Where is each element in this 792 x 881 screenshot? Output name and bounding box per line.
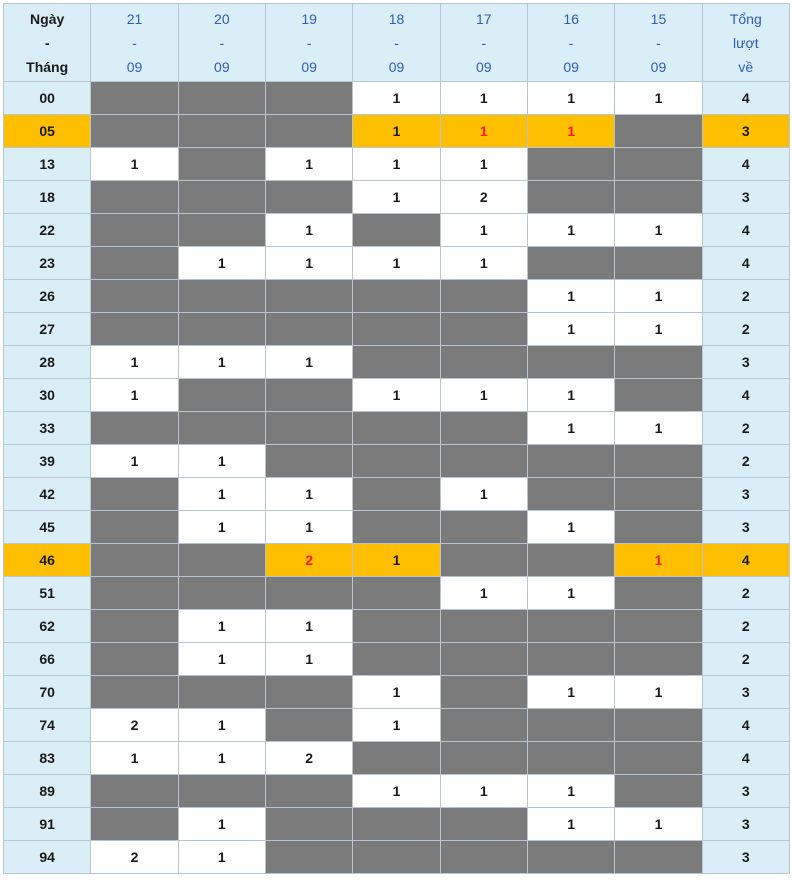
- count-cell: 1: [353, 709, 440, 742]
- empty-cell: [91, 511, 178, 544]
- empty-cell: [91, 544, 178, 577]
- count-cell: 1: [265, 148, 352, 181]
- empty-cell: [615, 445, 702, 478]
- empty-cell: [527, 841, 614, 874]
- empty-cell: [178, 313, 265, 346]
- empty-cell: [615, 247, 702, 280]
- table-row: [4, 676, 790, 709]
- empty-cell: [353, 346, 440, 379]
- empty-cell: [91, 82, 178, 115]
- empty-cell: [91, 115, 178, 148]
- count-cell: 1: [440, 577, 527, 610]
- empty-cell: [91, 412, 178, 445]
- empty-cell: [265, 82, 352, 115]
- row-total: 3: [702, 115, 789, 148]
- header-date-4: 17 - 09: [440, 4, 527, 82]
- row-total: 4: [702, 82, 789, 115]
- count-cell: 1: [527, 214, 614, 247]
- row-number: 23: [4, 247, 91, 280]
- empty-cell: [91, 280, 178, 313]
- empty-cell: [440, 643, 527, 676]
- row-number: 28: [4, 346, 91, 379]
- empty-cell: [265, 115, 352, 148]
- row-total: 4: [702, 742, 789, 775]
- empty-cell: [265, 577, 352, 610]
- table-row: [4, 511, 790, 544]
- empty-cell: [91, 478, 178, 511]
- table-row: [4, 775, 790, 808]
- empty-cell: [527, 643, 614, 676]
- header-day-month: Ngày - Tháng: [4, 4, 91, 82]
- count-cell: 1: [178, 346, 265, 379]
- table-row: [4, 247, 790, 280]
- count-cell: 1: [353, 82, 440, 115]
- empty-cell: [440, 412, 527, 445]
- count-cell: 1: [178, 478, 265, 511]
- empty-cell: [440, 346, 527, 379]
- empty-cell: [353, 511, 440, 544]
- row-total: 4: [702, 148, 789, 181]
- count-cell: 1: [353, 115, 440, 148]
- count-cell: 1: [91, 742, 178, 775]
- empty-cell: [527, 247, 614, 280]
- count-cell: 1: [353, 148, 440, 181]
- count-cell: 1: [265, 478, 352, 511]
- row-number: 33: [4, 412, 91, 445]
- row-number: 70: [4, 676, 91, 709]
- empty-cell: [615, 841, 702, 874]
- row-total: 2: [702, 610, 789, 643]
- row-total: 2: [702, 412, 789, 445]
- empty-cell: [353, 412, 440, 445]
- table-row: [4, 841, 790, 874]
- empty-cell: [440, 511, 527, 544]
- empty-cell: [178, 115, 265, 148]
- header-date-3: 18 - 09: [353, 4, 440, 82]
- empty-cell: [353, 841, 440, 874]
- count-cell: 1: [353, 181, 440, 214]
- table-row: [4, 577, 790, 610]
- empty-cell: [265, 841, 352, 874]
- count-cell: 2: [440, 181, 527, 214]
- empty-cell: [440, 808, 527, 841]
- table-row: [4, 445, 790, 478]
- empty-cell: [178, 280, 265, 313]
- count-cell: 1: [178, 610, 265, 643]
- count-cell: 1: [527, 577, 614, 610]
- count-cell: 1: [615, 808, 702, 841]
- row-number: 18: [4, 181, 91, 214]
- row-number: 91: [4, 808, 91, 841]
- count-cell: 1: [178, 247, 265, 280]
- empty-cell: [265, 445, 352, 478]
- row-number: 30: [4, 379, 91, 412]
- empty-cell: [615, 709, 702, 742]
- row-total: 4: [702, 709, 789, 742]
- table-row: [4, 742, 790, 775]
- table-row: [4, 82, 790, 115]
- count-cell: 1: [527, 280, 614, 313]
- row-number: 45: [4, 511, 91, 544]
- empty-cell: [440, 742, 527, 775]
- empty-cell: [91, 610, 178, 643]
- count-cell: 1: [91, 148, 178, 181]
- row-total: 4: [702, 379, 789, 412]
- row-number: 83: [4, 742, 91, 775]
- empty-cell: [615, 148, 702, 181]
- empty-cell: [91, 214, 178, 247]
- empty-cell: [615, 742, 702, 775]
- empty-cell: [353, 445, 440, 478]
- empty-cell: [440, 445, 527, 478]
- frequency-table: [3, 3, 790, 874]
- count-cell: 1: [527, 808, 614, 841]
- count-cell: 1: [265, 247, 352, 280]
- count-cell: 1: [527, 412, 614, 445]
- empty-cell: [353, 280, 440, 313]
- empty-cell: [178, 544, 265, 577]
- empty-cell: [527, 544, 614, 577]
- count-cell: 1: [178, 841, 265, 874]
- empty-cell: [265, 280, 352, 313]
- row-number: 89: [4, 775, 91, 808]
- row-total: 2: [702, 643, 789, 676]
- empty-cell: [91, 808, 178, 841]
- count-cell: 1: [265, 346, 352, 379]
- count-cell: 1: [91, 379, 178, 412]
- table-row: [4, 412, 790, 445]
- count-cell: 1: [615, 313, 702, 346]
- table-row: [4, 478, 790, 511]
- count-cell: 2: [91, 709, 178, 742]
- header-date-2: 19 - 09: [265, 4, 352, 82]
- count-cell: 1: [178, 643, 265, 676]
- count-cell: 1: [265, 511, 352, 544]
- count-cell: 2: [265, 742, 352, 775]
- empty-cell: [178, 181, 265, 214]
- row-number: 66: [4, 643, 91, 676]
- empty-cell: [615, 775, 702, 808]
- count-cell: 1: [178, 742, 265, 775]
- empty-cell: [91, 247, 178, 280]
- table-row: [4, 181, 790, 214]
- table-row: [4, 280, 790, 313]
- empty-cell: [527, 478, 614, 511]
- header-row: [4, 4, 790, 82]
- empty-cell: [527, 346, 614, 379]
- empty-cell: [615, 610, 702, 643]
- empty-cell: [353, 214, 440, 247]
- count-cell: 1: [353, 544, 440, 577]
- empty-cell: [353, 313, 440, 346]
- empty-cell: [265, 313, 352, 346]
- empty-cell: [353, 643, 440, 676]
- empty-cell: [178, 676, 265, 709]
- table-row: [4, 379, 790, 412]
- empty-cell: [178, 577, 265, 610]
- count-cell: 1: [265, 643, 352, 676]
- count-cell: 1: [440, 115, 527, 148]
- row-total: 4: [702, 544, 789, 577]
- table-row: [4, 610, 790, 643]
- empty-cell: [265, 412, 352, 445]
- empty-cell: [615, 478, 702, 511]
- count-cell: 1: [615, 544, 702, 577]
- table-body: [4, 82, 790, 874]
- empty-cell: [178, 412, 265, 445]
- header-total: Tổng lượt về: [702, 4, 789, 82]
- row-total: 3: [702, 808, 789, 841]
- empty-cell: [353, 610, 440, 643]
- count-cell: 1: [91, 346, 178, 379]
- count-cell: 2: [265, 544, 352, 577]
- table-row: [4, 313, 790, 346]
- empty-cell: [265, 676, 352, 709]
- empty-cell: [615, 346, 702, 379]
- row-number: 74: [4, 709, 91, 742]
- row-number: 46: [4, 544, 91, 577]
- empty-cell: [440, 676, 527, 709]
- row-number: 05: [4, 115, 91, 148]
- empty-cell: [91, 577, 178, 610]
- row-number: 22: [4, 214, 91, 247]
- empty-cell: [91, 181, 178, 214]
- count-cell: 1: [265, 214, 352, 247]
- table-row: [4, 544, 790, 577]
- empty-cell: [178, 148, 265, 181]
- count-cell: 1: [178, 709, 265, 742]
- empty-cell: [440, 610, 527, 643]
- count-cell: 1: [527, 676, 614, 709]
- row-number: 39: [4, 445, 91, 478]
- empty-cell: [91, 313, 178, 346]
- empty-cell: [615, 115, 702, 148]
- count-cell: 1: [615, 412, 702, 445]
- count-cell: 1: [353, 247, 440, 280]
- table-row: [4, 148, 790, 181]
- count-cell: 1: [440, 478, 527, 511]
- empty-cell: [353, 478, 440, 511]
- empty-cell: [440, 544, 527, 577]
- count-cell: 1: [527, 82, 614, 115]
- header-date-1: 20 - 09: [178, 4, 265, 82]
- row-total: 2: [702, 313, 789, 346]
- row-number: 62: [4, 610, 91, 643]
- row-number: 00: [4, 82, 91, 115]
- count-cell: 1: [527, 313, 614, 346]
- empty-cell: [178, 214, 265, 247]
- row-total: 3: [702, 775, 789, 808]
- count-cell: 1: [353, 775, 440, 808]
- count-cell: 1: [527, 775, 614, 808]
- count-cell: 1: [353, 676, 440, 709]
- table-row: [4, 709, 790, 742]
- count-cell: 1: [615, 214, 702, 247]
- count-cell: 1: [615, 280, 702, 313]
- empty-cell: [615, 511, 702, 544]
- empty-cell: [440, 313, 527, 346]
- empty-cell: [91, 676, 178, 709]
- count-cell: 1: [527, 511, 614, 544]
- empty-cell: [265, 181, 352, 214]
- count-cell: 1: [265, 610, 352, 643]
- count-cell: 1: [615, 82, 702, 115]
- empty-cell: [178, 775, 265, 808]
- row-number: 51: [4, 577, 91, 610]
- empty-cell: [265, 709, 352, 742]
- empty-cell: [178, 379, 265, 412]
- table-row: [4, 643, 790, 676]
- empty-cell: [527, 709, 614, 742]
- count-cell: 1: [440, 214, 527, 247]
- row-total: 2: [702, 445, 789, 478]
- header-date-6: 15 - 09: [615, 4, 702, 82]
- empty-cell: [440, 709, 527, 742]
- row-number: 42: [4, 478, 91, 511]
- row-total: 3: [702, 346, 789, 379]
- empty-cell: [440, 841, 527, 874]
- empty-cell: [527, 610, 614, 643]
- empty-cell: [615, 577, 702, 610]
- count-cell: 1: [440, 247, 527, 280]
- count-cell: 1: [527, 379, 614, 412]
- empty-cell: [527, 742, 614, 775]
- empty-cell: [178, 82, 265, 115]
- empty-cell: [527, 445, 614, 478]
- count-cell: 2: [91, 841, 178, 874]
- empty-cell: [91, 643, 178, 676]
- header-date-0: 21 - 09: [91, 4, 178, 82]
- count-cell: 1: [91, 445, 178, 478]
- table-row: [4, 346, 790, 379]
- empty-cell: [615, 643, 702, 676]
- row-total: 3: [702, 841, 789, 874]
- count-cell: 1: [178, 808, 265, 841]
- count-cell: 1: [440, 775, 527, 808]
- empty-cell: [440, 280, 527, 313]
- row-total: 3: [702, 181, 789, 214]
- empty-cell: [527, 181, 614, 214]
- empty-cell: [527, 148, 614, 181]
- empty-cell: [615, 379, 702, 412]
- row-total: 3: [702, 511, 789, 544]
- header-date-5: 16 - 09: [527, 4, 614, 82]
- empty-cell: [91, 775, 178, 808]
- row-total: 3: [702, 478, 789, 511]
- table-row: [4, 214, 790, 247]
- row-number: 94: [4, 841, 91, 874]
- empty-cell: [265, 808, 352, 841]
- empty-cell: [353, 577, 440, 610]
- empty-cell: [265, 775, 352, 808]
- empty-cell: [615, 181, 702, 214]
- empty-cell: [353, 808, 440, 841]
- row-total: 3: [702, 676, 789, 709]
- count-cell: 1: [440, 82, 527, 115]
- row-total: 2: [702, 280, 789, 313]
- count-cell: 1: [615, 676, 702, 709]
- row-number: 13: [4, 148, 91, 181]
- count-cell: 1: [178, 445, 265, 478]
- count-cell: 1: [440, 148, 527, 181]
- empty-cell: [353, 742, 440, 775]
- row-total: 4: [702, 247, 789, 280]
- row-number: 26: [4, 280, 91, 313]
- count-cell: 1: [178, 511, 265, 544]
- row-total: 2: [702, 577, 789, 610]
- count-cell: 1: [527, 115, 614, 148]
- count-cell: 1: [353, 379, 440, 412]
- row-total: 4: [702, 214, 789, 247]
- table-row: [4, 115, 790, 148]
- count-cell: 1: [440, 379, 527, 412]
- table-row: [4, 808, 790, 841]
- empty-cell: [265, 379, 352, 412]
- row-number: 27: [4, 313, 91, 346]
